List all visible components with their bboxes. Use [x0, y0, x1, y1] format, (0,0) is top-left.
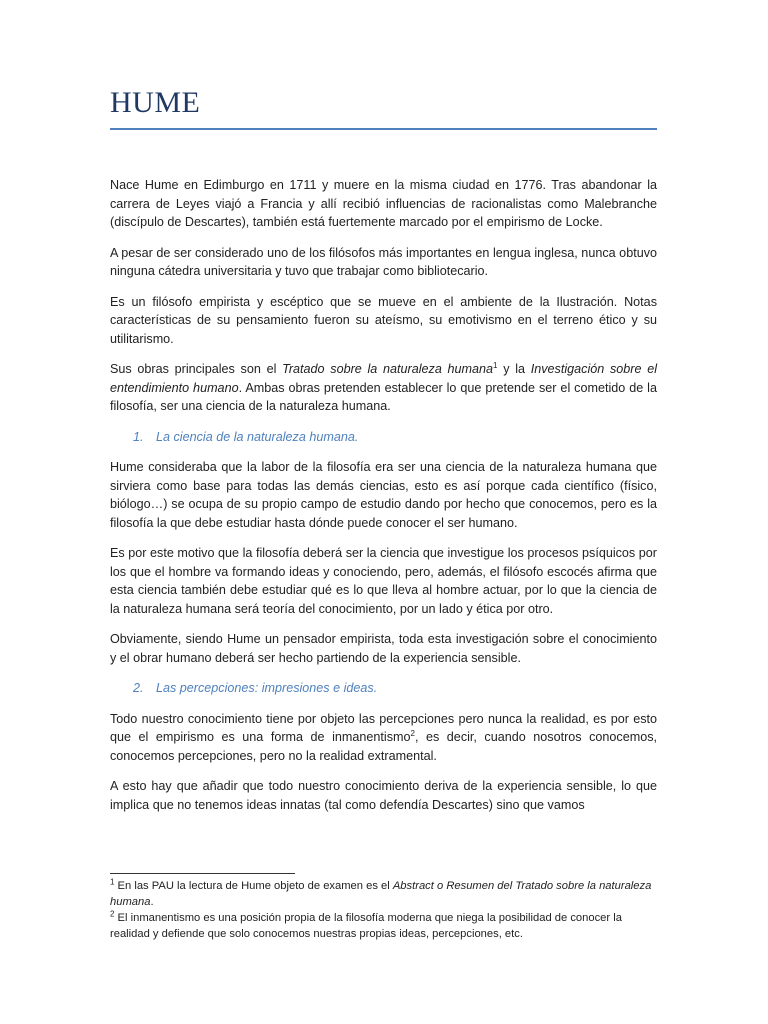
text-segment: , es decir, cuando nosotros conocemos, conocemos percepciones, pero no la realidad extramental.: [110, 730, 658, 763]
work-title-enquiry: Investigación sobre el entendimiento humano: [110, 362, 657, 395]
section-number: 1.: [133, 429, 144, 444]
footnote-separator: [110, 873, 295, 874]
footnotes: [110, 878, 657, 942]
text-segment: Todo nuestro conocimiento tiene por objeto las percepciones pero nunca la realidad, es por esto que el empirismo es una forma de inmanentismo: [110, 711, 657, 744]
paragraph-experience: A esto hay que añadir que todo nuestro conocimiento deriva de la experiencia sensible, lo que implica que no tenemos ideas innatas (tal como defendía Descartes) sino que vamos: [110, 779, 657, 812]
text-segment: El inmanentismo es una posición propia de la filosofía moderna que niega la posibilidad de conocer la realidad y defiende que solo conocemos nuestras propias ideas, percepciones, etc.: [110, 912, 622, 940]
footnote-work-title: Abstract o Resumen del Tratado sobre la naturaleza humana: [110, 880, 652, 908]
section-heading-1: [110, 428, 657, 447]
footnote-mark: 2: [110, 909, 115, 919]
footnote-ref-1: 1: [493, 360, 498, 370]
section-title: Las percepciones: impresiones e ideas.: [156, 681, 378, 695]
work-title-treatise: Tratado sobre la naturaleza humana: [282, 362, 494, 376]
footnote-2: [110, 910, 657, 942]
text-segment: y la: [497, 362, 531, 376]
text-segment: . Ambas obras pretenden establecer lo que pretende ser el cometido de la filosofía, ser una ciencia de la naturaleza humana.: [110, 380, 657, 413]
paragraph-thought: Es un filósofo empirista y escéptico que se mueve en el ambiente de la Ilustración. Notas características de su pensamiento fueron su ateísmo, su emotivismo en el terreno ético y su utilitarismo.: [110, 294, 657, 346]
paragraph-biography: Nace Hume en Edimburgo en 1711 y muere en la misma ciudad en 1776. Tras abandonar la carrera de Leyes viajó a Francia y allí recibió influencias de racionalistas como Malebranche (discípulo de Descartes), también está fuertemente marcado por el empirismo de Locke.: [110, 178, 657, 229]
footnote-1: [110, 878, 657, 910]
section-title: La ciencia de la naturaleza humana.: [156, 429, 359, 444]
footnote-mark: 1: [110, 877, 115, 887]
paragraph-perceptions: [110, 710, 657, 766]
document-body: [110, 176, 657, 826]
section-heading-2: [110, 679, 657, 698]
text-segment: .: [150, 896, 154, 908]
paragraph-career: A pesar de ser considerado uno de los filósofos más importantes en lengua inglesa, nunca obtuvo ninguna cátedra universitaria y tuvo que trabajar como bibliotecario.: [110, 245, 657, 278]
section-number: 2.: [133, 681, 144, 695]
page-title: HUME: [110, 86, 201, 119]
paragraph-empiricism: Obviamente, siendo Hume un pensador empirista, toda esta investigación sobre el conocimiento y el obrar humano deberá ser hecho partiendo de la experiencia sensible.: [110, 632, 657, 665]
text-segment: En las PAU la lectura de Hume objeto de examen es el: [114, 880, 393, 892]
footnote-ref-2: 2: [410, 728, 415, 738]
title-underline: [110, 128, 657, 130]
paragraph-works: [110, 360, 657, 416]
paragraph-science: Hume consideraba que la labor de la filosofía era ser una ciencia de la naturaleza humana que sirviera como base para todas las demás ciencias, esto es así porque cada científico (físico, biólogo…) se ocupa de su propio campo de estudio dando por hecho que conocemos, pero es la filosofía la que debe estudiar hasta dónde puede conocer el ser humano.: [110, 460, 657, 530]
paragraph-motive: Es por este motivo que la filosofía deberá ser la ciencia que investigue los procesos psíquicos por los que el hombre va formando ideas y conociendo, pero, además, el filósofo escocés afirma que esta ciencia también debe estudiar qué es lo que lleva al hombre actuar, por lo que la ciencia de la naturaleza humana será teoría del conocimiento, por un lado y ética por otro.: [110, 546, 657, 616]
text-segment: Sus obras principales son el: [110, 362, 283, 376]
